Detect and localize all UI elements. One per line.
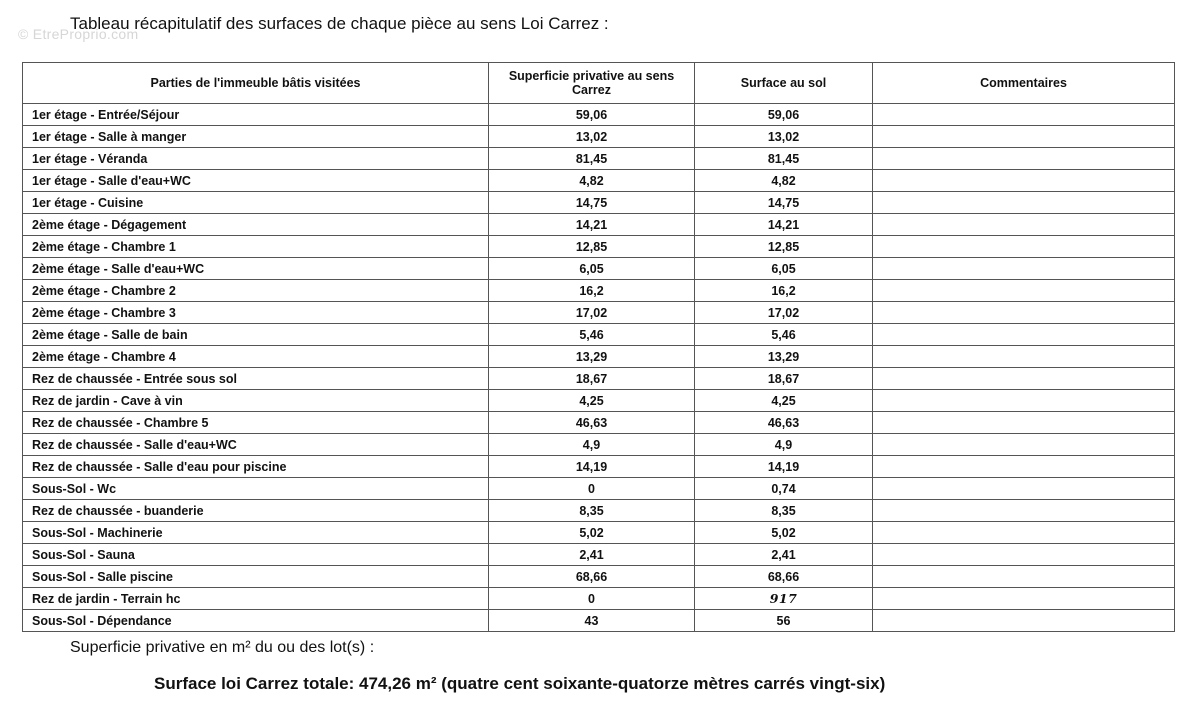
table-row <box>23 368 1175 390</box>
cell-comment <box>873 126 1175 148</box>
cell-comment <box>873 610 1175 632</box>
cell-sol: 4,82 <box>695 170 873 192</box>
cell-sol: 18,67 <box>695 368 873 390</box>
cell-sol: 16,2 <box>695 280 873 302</box>
table-row <box>23 192 1175 214</box>
cell-comment <box>873 434 1175 456</box>
cell-carrez: 6,05 <box>489 258 695 280</box>
cell-sol: 14,19 <box>695 456 873 478</box>
cell-comment <box>873 412 1175 434</box>
cell-piece: Sous-Sol - Salle piscine <box>23 566 489 588</box>
header-sol: Surface au sol <box>695 63 873 104</box>
cell-comment <box>873 214 1175 236</box>
cell-comment <box>873 500 1175 522</box>
cell-piece: Sous-Sol - Machinerie <box>23 522 489 544</box>
cell-piece: 2ème étage - Salle de bain <box>23 324 489 346</box>
cell-sol: 4,9 <box>695 434 873 456</box>
cell-carrez: 16,2 <box>489 280 695 302</box>
page-title: Tableau récapitulatif des surfaces de chaque pièce au sens Loi Carrez : <box>70 14 609 33</box>
table-row <box>23 544 1175 566</box>
cell-carrez: 0 <box>489 478 695 500</box>
table-row <box>23 566 1175 588</box>
cell-carrez: 14,75 <box>489 192 695 214</box>
cell-carrez: 68,66 <box>489 566 695 588</box>
cell-carrez: 5,46 <box>489 324 695 346</box>
cell-comment <box>873 588 1175 610</box>
cell-carrez: 18,67 <box>489 368 695 390</box>
cell-piece: 2ème étage - Chambre 1 <box>23 236 489 258</box>
cell-sol: 46,63 <box>695 412 873 434</box>
cell-piece: 1er étage - Cuisine <box>23 192 489 214</box>
cell-carrez: 5,02 <box>489 522 695 544</box>
cell-sol: 13,02 <box>695 126 873 148</box>
cell-carrez: 0 <box>489 588 695 610</box>
cell-comment <box>873 456 1175 478</box>
cell-piece: 1er étage - Salle à manger <box>23 126 489 148</box>
cell-piece: 2ème étage - Salle d'eau+WC <box>23 258 489 280</box>
cell-piece: Rez de chaussée - buanderie <box>23 500 489 522</box>
table-row <box>23 170 1175 192</box>
cell-comment <box>873 148 1175 170</box>
cell-comment <box>873 566 1175 588</box>
cell-piece: Rez de chaussée - Salle d'eau pour piscine <box>23 456 489 478</box>
cell-piece: 2ème étage - Chambre 4 <box>23 346 489 368</box>
cell-comment <box>873 346 1175 368</box>
watermark: © EtreProprio.com <box>18 26 139 42</box>
cell-piece: 2ème étage - Dégagement <box>23 214 489 236</box>
cell-sol: 5,46 <box>695 324 873 346</box>
cell-piece: 2ème étage - Chambre 2 <box>23 280 489 302</box>
table-row <box>23 236 1175 258</box>
cell-piece: Sous-Sol - Dépendance <box>23 610 489 632</box>
cell-carrez: 4,9 <box>489 434 695 456</box>
cell-piece: Rez de chaussée - Chambre 5 <box>23 412 489 434</box>
cell-comment <box>873 170 1175 192</box>
cell-sol: 56 <box>695 610 873 632</box>
cell-comment <box>873 104 1175 126</box>
cell-sol: 5,02 <box>695 522 873 544</box>
cell-carrez: 14,19 <box>489 456 695 478</box>
cell-carrez: 4,82 <box>489 170 695 192</box>
cell-sol: 6,05 <box>695 258 873 280</box>
cell-carrez: 17,02 <box>489 302 695 324</box>
cell-sol: 17,02 <box>695 302 873 324</box>
cell-sol: 13,29 <box>695 346 873 368</box>
total-surface: Surface loi Carrez totale: 474,26 m² (quatre cent soixante-quatorze mètres carrés vingt-six) <box>154 674 886 693</box>
cell-carrez: 81,45 <box>489 148 695 170</box>
cell-carrez: 13,02 <box>489 126 695 148</box>
table-row <box>23 588 1175 610</box>
cell-piece: 1er étage - Entrée/Séjour <box>23 104 489 126</box>
cell-carrez: 43 <box>489 610 695 632</box>
table-row <box>23 148 1175 170</box>
header-piece: Parties de l'immeuble bâtis visitées <box>23 63 489 104</box>
cell-sol: 8,35 <box>695 500 873 522</box>
cell-comment <box>873 390 1175 412</box>
cell-sol: 59,06 <box>695 104 873 126</box>
table-row <box>23 324 1175 346</box>
table-row <box>23 346 1175 368</box>
cell-comment <box>873 522 1175 544</box>
table-row <box>23 126 1175 148</box>
table-row <box>23 390 1175 412</box>
cell-piece: Sous-Sol - Sauna <box>23 544 489 566</box>
cell-piece: Rez de jardin - Cave à vin <box>23 390 489 412</box>
cell-piece: Rez de chaussée - Salle d'eau+WC <box>23 434 489 456</box>
table-row <box>23 434 1175 456</box>
subtitle: Superficie privative en m² du ou des lot(s) : <box>70 639 375 656</box>
header-comment: Commentaires <box>873 63 1175 104</box>
cell-carrez: 2,41 <box>489 544 695 566</box>
cell-sol: 68,66 <box>695 566 873 588</box>
cell-sol: 81,45 <box>695 148 873 170</box>
cell-sol-handwritten: 917 <box>695 588 873 610</box>
table-row <box>23 456 1175 478</box>
cell-piece: 1er étage - Véranda <box>23 148 489 170</box>
table-row <box>23 280 1175 302</box>
cell-comment <box>873 280 1175 302</box>
cell-comment <box>873 236 1175 258</box>
cell-piece: Rez de chaussée - Entrée sous sol <box>23 368 489 390</box>
cell-carrez: 14,21 <box>489 214 695 236</box>
cell-comment <box>873 258 1175 280</box>
header-carrez: Superficie privative au sens Carrez <box>489 63 695 104</box>
table-row <box>23 610 1175 632</box>
cell-piece: 2ème étage - Chambre 3 <box>23 302 489 324</box>
cell-comment <box>873 324 1175 346</box>
cell-carrez: 46,63 <box>489 412 695 434</box>
cell-carrez: 13,29 <box>489 346 695 368</box>
cell-piece: 1er étage - Salle d'eau+WC <box>23 170 489 192</box>
table-row <box>23 214 1175 236</box>
cell-carrez: 8,35 <box>489 500 695 522</box>
cell-carrez: 4,25 <box>489 390 695 412</box>
table-row <box>23 500 1175 522</box>
cell-comment <box>873 478 1175 500</box>
table-row <box>23 104 1175 126</box>
table-row <box>23 302 1175 324</box>
cell-sol: 2,41 <box>695 544 873 566</box>
cell-carrez: 12,85 <box>489 236 695 258</box>
cell-piece: Rez de jardin - Terrain hc <box>23 588 489 610</box>
table-row <box>23 258 1175 280</box>
surface-table <box>22 62 1175 632</box>
table-header-row <box>23 63 1175 104</box>
table-row <box>23 478 1175 500</box>
cell-sol: 14,75 <box>695 192 873 214</box>
cell-comment <box>873 544 1175 566</box>
cell-comment <box>873 302 1175 324</box>
cell-sol: 14,21 <box>695 214 873 236</box>
cell-comment <box>873 192 1175 214</box>
cell-sol: 4,25 <box>695 390 873 412</box>
cell-comment <box>873 368 1175 390</box>
table-row <box>23 522 1175 544</box>
cell-sol: 0,74 <box>695 478 873 500</box>
table-row <box>23 412 1175 434</box>
cell-carrez: 59,06 <box>489 104 695 126</box>
cell-piece: Sous-Sol - Wc <box>23 478 489 500</box>
cell-sol: 12,85 <box>695 236 873 258</box>
